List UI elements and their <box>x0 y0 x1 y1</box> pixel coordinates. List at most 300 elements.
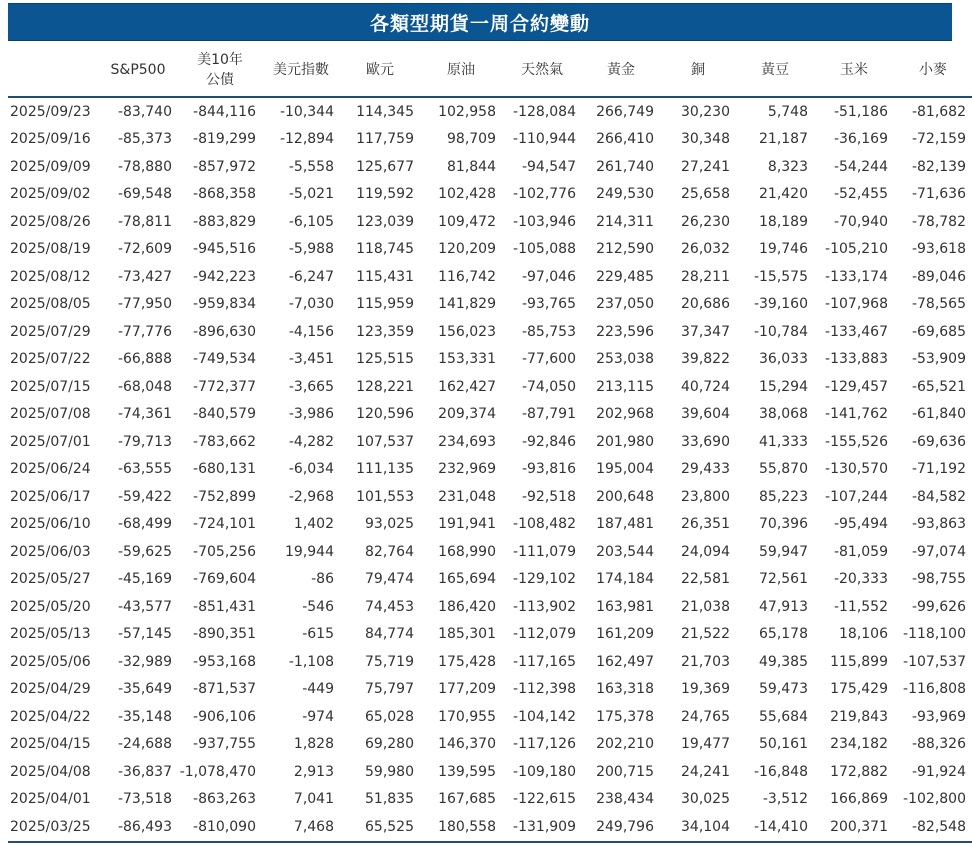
date-cell: 2025/08/12 <box>10 268 91 285</box>
value-cell: -783,662 <box>193 433 256 450</box>
value-cell: 82,764 <box>365 543 414 560</box>
value-cell: 85,223 <box>759 488 808 505</box>
value-cell: -129,102 <box>513 571 576 588</box>
table-row <box>8 538 972 566</box>
value-cell: -82,548 <box>894 813 972 842</box>
value-cell: 15,294 <box>759 378 808 395</box>
value-cell: 115,899 <box>830 653 888 670</box>
value-cell: -81,059 <box>833 543 888 560</box>
value-cell: -680,131 <box>193 461 256 478</box>
value-cell: -36,169 <box>833 131 888 148</box>
value-cell: 249,796 <box>582 813 660 842</box>
value-cell: -59,422 <box>117 488 172 505</box>
value-cell: -942,223 <box>193 268 256 285</box>
value-cell: -105,210 <box>825 241 888 258</box>
column-header-label: S&P500 <box>110 62 166 78</box>
value-cell: -69,548 <box>117 186 172 203</box>
value-cell: 25,658 <box>681 186 730 203</box>
value-cell: -112,398 <box>513 681 576 698</box>
value-cell: -871,537 <box>193 681 256 698</box>
value-cell: 59,980 <box>365 763 414 780</box>
table-row <box>8 401 972 429</box>
value-cell: 139,595 <box>438 763 496 780</box>
value-cell: 26,351 <box>681 516 730 533</box>
value-cell: 115,959 <box>356 296 414 313</box>
value-cell: 200,648 <box>596 488 654 505</box>
value-cell: 8,323 <box>767 158 808 175</box>
date-cell: 2025/03/25 <box>8 813 98 842</box>
value-cell: 72,561 <box>759 571 808 588</box>
value-cell: -102,800 <box>903 791 966 808</box>
value-cell: 219,843 <box>830 708 888 725</box>
value-cell: 75,797 <box>365 681 414 698</box>
value-cell: 117,759 <box>356 131 414 148</box>
value-cell: -78,565 <box>911 296 966 313</box>
column-header-label: 美10年 <box>197 52 243 68</box>
value-cell: 234,693 <box>438 433 496 450</box>
value-cell: -51,186 <box>833 103 888 120</box>
value-cell: -107,968 <box>825 296 888 313</box>
value-cell: -73,518 <box>117 791 172 808</box>
value-cell: 175,428 <box>438 653 496 670</box>
value-cell: -449 <box>302 681 334 698</box>
value-cell: 231,048 <box>438 488 496 505</box>
value-cell: 55,870 <box>759 461 808 478</box>
column-header-label: 小麥 <box>919 62 947 78</box>
value-cell: 165,694 <box>438 571 496 588</box>
value-cell: 49,385 <box>759 653 808 670</box>
value-cell: -3,986 <box>288 406 334 423</box>
column-header-label: 黃豆 <box>761 62 789 78</box>
value-cell: 70,396 <box>759 516 808 533</box>
value-cell: -5,988 <box>288 241 334 258</box>
table-row <box>8 566 972 594</box>
value-cell: 213,115 <box>596 378 654 395</box>
value-cell: 47,913 <box>759 598 808 615</box>
value-cell: -840,579 <box>193 406 256 423</box>
value-cell: -87,791 <box>521 406 576 423</box>
value-cell: -73,427 <box>117 268 172 285</box>
value-cell: 162,427 <box>438 378 496 395</box>
value-cell: 38,068 <box>759 406 808 423</box>
value-cell: -6,247 <box>288 268 334 285</box>
value-cell: -105,088 <box>513 241 576 258</box>
value-cell: -54,244 <box>833 158 888 175</box>
value-cell: -79,713 <box>117 433 172 450</box>
table-row <box>8 208 972 236</box>
date-cell: 2025/07/15 <box>10 378 91 395</box>
value-cell: -92,518 <box>521 488 576 505</box>
value-cell: 177,209 <box>438 681 496 698</box>
column-header <box>340 44 420 97</box>
table-row <box>8 593 972 621</box>
date-cell: 2025/04/22 <box>10 708 91 725</box>
value-cell: 172,882 <box>830 763 888 780</box>
column-header <box>262 44 340 97</box>
value-cell: 40,724 <box>681 378 730 395</box>
table-row <box>8 153 972 181</box>
value-cell: -97,074 <box>911 543 966 560</box>
value-cell: -2,968 <box>288 488 334 505</box>
value-cell: 166,869 <box>830 791 888 808</box>
value-cell: -61,840 <box>911 406 966 423</box>
value-cell: -974 <box>302 708 334 725</box>
value-cell: 125,677 <box>356 158 414 175</box>
value-cell: 65,525 <box>340 813 420 842</box>
value-cell: -74,050 <box>521 378 576 395</box>
date-cell: 2025/05/06 <box>10 653 91 670</box>
value-cell: 20,686 <box>681 296 730 313</box>
value-cell: -32,989 <box>117 653 172 670</box>
table-row <box>8 483 972 511</box>
value-cell: 212,590 <box>596 241 654 258</box>
value-cell: 27,241 <box>681 158 730 175</box>
table-row <box>8 786 972 814</box>
column-header <box>814 44 894 97</box>
value-cell: -57,145 <box>117 626 172 643</box>
date-cell: 2025/06/17 <box>10 488 91 505</box>
value-cell: 36,033 <box>759 351 808 368</box>
value-cell: 223,596 <box>596 323 654 340</box>
value-cell: -5,558 <box>288 158 334 175</box>
value-cell: -769,604 <box>193 571 256 588</box>
value-cell: 146,370 <box>438 736 496 753</box>
value-cell: -35,148 <box>117 708 172 725</box>
value-cell: 1,402 <box>293 516 334 533</box>
table-row <box>8 648 972 676</box>
value-cell: -68,048 <box>117 378 172 395</box>
value-cell: 2,913 <box>293 763 334 780</box>
value-cell: -863,263 <box>193 791 256 808</box>
value-cell: -72,609 <box>117 241 172 258</box>
value-cell: -20,333 <box>833 571 888 588</box>
value-cell: -77,776 <box>117 323 172 340</box>
value-cell: -104,142 <box>513 708 576 725</box>
date-cell: 2025/07/29 <box>10 323 91 340</box>
value-cell: -69,636 <box>911 433 966 450</box>
value-cell: -107,244 <box>825 488 888 505</box>
value-cell: -89,046 <box>911 268 966 285</box>
table-row <box>8 428 972 456</box>
value-cell: -749,534 <box>193 351 256 368</box>
table-row <box>8 758 972 786</box>
value-cell: 174,184 <box>596 571 654 588</box>
value-cell: 114,345 <box>356 103 414 120</box>
date-cell: 2025/09/23 <box>10 103 91 120</box>
value-cell: -615 <box>302 626 334 643</box>
value-cell: -133,174 <box>825 268 888 285</box>
date-cell: 2025/04/01 <box>10 791 91 808</box>
value-cell: -35,649 <box>117 681 172 698</box>
value-cell: -70,940 <box>833 213 888 230</box>
value-cell: -113,902 <box>513 598 576 615</box>
value-cell: 37,347 <box>681 323 730 340</box>
value-cell: 116,742 <box>438 268 496 285</box>
date-cell: 2025/07/22 <box>10 351 91 368</box>
date-cell: 2025/06/24 <box>10 461 91 478</box>
value-cell: -93,618 <box>911 241 966 258</box>
value-cell: 202,968 <box>596 406 654 423</box>
value-cell: -116,808 <box>903 681 966 698</box>
value-cell: -68,499 <box>117 516 172 533</box>
value-cell: -3,512 <box>762 791 808 808</box>
value-cell: -86,493 <box>98 813 178 842</box>
value-cell: 21,420 <box>759 186 808 203</box>
value-cell: 120,596 <box>356 406 414 423</box>
date-cell: 2025/09/16 <box>10 131 91 148</box>
date-cell: 2025/06/10 <box>10 516 91 533</box>
value-cell: 1,828 <box>293 736 334 753</box>
value-cell: -937,755 <box>193 736 256 753</box>
value-cell: -3,451 <box>288 351 334 368</box>
value-cell: 200,715 <box>596 763 654 780</box>
value-cell: -78,880 <box>117 158 172 175</box>
value-cell: -81,682 <box>911 103 966 120</box>
value-cell: -39,160 <box>753 296 808 313</box>
value-cell: 195,004 <box>596 461 654 478</box>
column-header-label-line2: 公債 <box>206 72 234 88</box>
value-cell: 19,477 <box>681 736 730 753</box>
value-cell: 69,280 <box>365 736 414 753</box>
value-cell: 21,522 <box>681 626 730 643</box>
value-cell: -93,969 <box>911 708 966 725</box>
value-cell: 115,431 <box>356 268 414 285</box>
value-cell: 168,990 <box>438 543 496 560</box>
value-cell: -83,740 <box>117 103 172 120</box>
value-cell: -91,924 <box>911 763 966 780</box>
table-row <box>8 731 972 759</box>
value-cell: 18,189 <box>759 213 808 230</box>
value-cell: 59,473 <box>759 681 808 698</box>
value-cell: 202,210 <box>596 736 654 753</box>
value-cell: -752,899 <box>193 488 256 505</box>
value-cell: 253,038 <box>596 351 654 368</box>
column-header-label: 歐元 <box>366 62 394 78</box>
value-cell: -3,665 <box>288 378 334 395</box>
value-cell: 30,348 <box>681 131 730 148</box>
value-cell: 249,530 <box>596 186 654 203</box>
value-cell: -45,169 <box>117 571 172 588</box>
value-cell: -819,299 <box>193 131 256 148</box>
value-cell: 200,371 <box>814 813 894 842</box>
value-cell: -10,784 <box>753 323 808 340</box>
table-title: 各類型期貨一周合約變動 <box>8 3 952 41</box>
table-row <box>8 456 972 484</box>
value-cell: 238,434 <box>596 791 654 808</box>
value-cell: 21,038 <box>681 598 730 615</box>
value-cell: 203,544 <box>596 543 654 560</box>
column-header-label: 銅 <box>691 62 705 78</box>
value-cell: 101,553 <box>356 488 414 505</box>
value-cell: 201,980 <box>596 433 654 450</box>
value-cell: -945,516 <box>193 241 256 258</box>
value-cell: -15,575 <box>753 268 808 285</box>
futures-table <box>8 44 972 843</box>
value-cell: -133,883 <box>825 351 888 368</box>
value-cell: 185,301 <box>438 626 496 643</box>
column-header <box>894 44 972 97</box>
value-cell: -890,351 <box>193 626 256 643</box>
value-cell: -7,030 <box>288 296 334 313</box>
value-cell: -857,972 <box>193 158 256 175</box>
value-cell: 84,774 <box>365 626 414 643</box>
column-header-label: 黃金 <box>607 62 635 78</box>
value-cell: 156,023 <box>438 323 496 340</box>
column-header-date <box>8 44 98 97</box>
value-cell: 65,028 <box>365 708 414 725</box>
value-cell: -141,762 <box>825 406 888 423</box>
value-cell: -130,570 <box>825 461 888 478</box>
table-row <box>8 703 972 731</box>
value-cell: 81,844 <box>447 158 496 175</box>
value-cell: -109,180 <box>513 763 576 780</box>
value-cell: 123,359 <box>356 323 414 340</box>
value-cell: 39,822 <box>681 351 730 368</box>
value-cell: -59,625 <box>117 543 172 560</box>
value-cell: -4,282 <box>288 433 334 450</box>
value-cell: 167,685 <box>438 791 496 808</box>
column-header <box>178 44 262 97</box>
table-row <box>8 621 972 649</box>
value-cell: 163,318 <box>596 681 654 698</box>
value-cell: -99,626 <box>911 598 966 615</box>
value-cell: 7,468 <box>262 813 340 842</box>
table-row <box>8 236 972 264</box>
value-cell: 232,969 <box>438 461 496 478</box>
column-header <box>420 44 502 97</box>
value-cell: -72,159 <box>911 131 966 148</box>
date-cell: 2025/08/19 <box>10 241 91 258</box>
date-cell: 2025/05/27 <box>10 571 91 588</box>
value-cell: -118,100 <box>903 626 966 643</box>
table-row <box>8 346 972 374</box>
table-body <box>8 97 972 842</box>
value-cell: 23,800 <box>681 488 730 505</box>
value-cell: 29,433 <box>681 461 730 478</box>
value-cell: 26,230 <box>681 213 730 230</box>
value-cell: -77,600 <box>521 351 576 368</box>
value-cell: 93,025 <box>365 516 414 533</box>
value-cell: -117,126 <box>513 736 576 753</box>
value-cell: -14,410 <box>736 813 814 842</box>
value-cell: 34,104 <box>660 813 736 842</box>
value-cell: -4,156 <box>288 323 334 340</box>
value-cell: 119,592 <box>356 186 414 203</box>
column-header-label: 玉米 <box>840 62 868 78</box>
value-cell: -93,816 <box>521 461 576 478</box>
date-cell: 2025/07/01 <box>10 433 91 450</box>
value-cell: 41,333 <box>759 433 808 450</box>
table-header-row <box>8 44 972 97</box>
date-cell: 2025/09/02 <box>10 186 91 203</box>
value-cell: -810,090 <box>178 813 262 842</box>
value-cell: 24,094 <box>681 543 730 560</box>
value-cell: 22,581 <box>681 571 730 588</box>
value-cell: 74,453 <box>365 598 414 615</box>
value-cell: -133,467 <box>825 323 888 340</box>
value-cell: 266,749 <box>596 103 654 120</box>
value-cell: -5,021 <box>288 186 334 203</box>
value-cell: -896,630 <box>193 323 256 340</box>
value-cell: -851,431 <box>193 598 256 615</box>
column-header-label: 原油 <box>447 62 475 78</box>
value-cell: -78,782 <box>911 213 966 230</box>
value-cell: 79,474 <box>365 571 414 588</box>
value-cell: -1,078,470 <box>179 763 256 780</box>
value-cell: 19,944 <box>285 543 334 560</box>
value-cell: 141,829 <box>438 296 496 313</box>
date-cell: 2025/09/09 <box>10 158 91 175</box>
value-cell: -98,755 <box>911 571 966 588</box>
value-cell: -11,552 <box>833 598 888 615</box>
value-cell: -117,165 <box>513 653 576 670</box>
table-row <box>8 263 972 291</box>
value-cell: 55,684 <box>759 708 808 725</box>
column-header <box>736 44 814 97</box>
value-cell: 24,765 <box>681 708 730 725</box>
value-cell: 229,485 <box>596 268 654 285</box>
table-row <box>8 676 972 704</box>
value-cell: -93,863 <box>911 516 966 533</box>
value-cell: -844,116 <box>193 103 256 120</box>
value-cell: 51,835 <box>365 791 414 808</box>
date-cell: 2025/08/26 <box>10 213 91 230</box>
value-cell: -71,192 <box>911 461 966 478</box>
table-row <box>8 373 972 401</box>
value-cell: -78,811 <box>117 213 172 230</box>
date-cell: 2025/08/05 <box>10 296 91 313</box>
value-cell: -84,582 <box>911 488 966 505</box>
date-cell: 2025/05/20 <box>10 598 91 615</box>
column-header-label: 天然氣 <box>521 62 563 78</box>
value-cell: -129,457 <box>825 378 888 395</box>
value-cell: 209,374 <box>438 406 496 423</box>
value-cell: 59,947 <box>759 543 808 560</box>
value-cell: -69,685 <box>911 323 966 340</box>
date-cell: 2025/04/08 <box>10 763 91 780</box>
value-cell: 109,472 <box>438 213 496 230</box>
value-cell: 120,209 <box>438 241 496 258</box>
value-cell: 24,241 <box>681 763 730 780</box>
value-cell: -63,555 <box>117 461 172 478</box>
date-cell: 2025/07/08 <box>10 406 91 423</box>
value-cell: -6,105 <box>288 213 334 230</box>
value-cell: -85,753 <box>521 323 576 340</box>
value-cell: -52,455 <box>833 186 888 203</box>
value-cell: 19,746 <box>759 241 808 258</box>
value-cell: 21,187 <box>759 131 808 148</box>
value-cell: 21,703 <box>681 653 730 670</box>
value-cell: -97,046 <box>521 268 576 285</box>
value-cell: -43,577 <box>117 598 172 615</box>
value-cell: -705,256 <box>193 543 256 560</box>
value-cell: -122,615 <box>513 791 576 808</box>
value-cell: 102,428 <box>438 186 496 203</box>
date-cell: 2025/04/15 <box>10 736 91 753</box>
value-cell: 261,740 <box>596 158 654 175</box>
value-cell: -102,776 <box>513 186 576 203</box>
value-cell: 153,331 <box>438 351 496 368</box>
value-cell: -74,361 <box>117 406 172 423</box>
value-cell: 65,178 <box>759 626 808 643</box>
table-row <box>8 97 972 126</box>
date-cell: 2025/04/29 <box>10 681 91 698</box>
value-cell: 75,719 <box>365 653 414 670</box>
value-cell: 125,515 <box>356 351 414 368</box>
value-cell: -10,344 <box>279 103 334 120</box>
value-cell: 161,209 <box>596 626 654 643</box>
date-cell: 2025/06/03 <box>10 543 91 560</box>
